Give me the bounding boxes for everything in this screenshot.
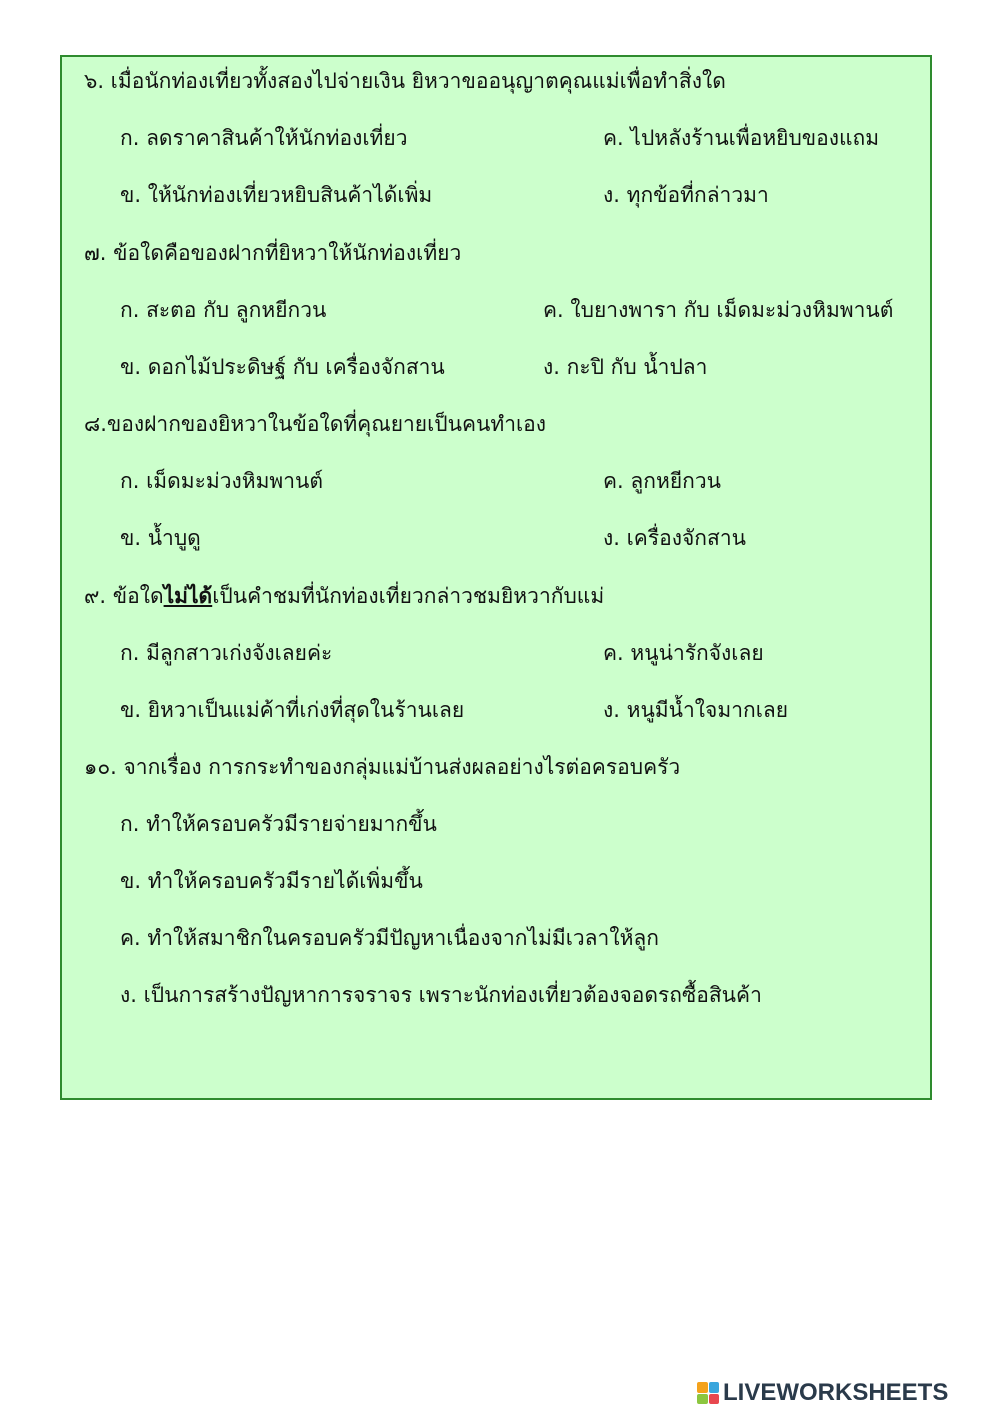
question-9-suffix: เป็นคำชมที่นักท่องเที่ยวกล่าวชมยิหวากับแม่ bbox=[212, 584, 605, 608]
question-9-prefix: ๙. ข้อใด bbox=[84, 584, 164, 608]
question-6-option-d[interactable]: ง. ทุกข้อที่กล่าวมา bbox=[603, 183, 769, 207]
question-7-option-c[interactable]: ค. ใบยางพารา กับ เม็ดมะม่วงหิมพานต์ bbox=[543, 298, 894, 322]
question-9-option-a[interactable]: ก. มีลูกสาวเก่งจังเลยค่ะ bbox=[120, 641, 333, 665]
liveworksheets-brand-text: LIVEWORKSHEETS bbox=[723, 1379, 949, 1406]
question-8-option-d[interactable]: ง. เครื่องจักสาน bbox=[603, 526, 746, 550]
question-8-option-c[interactable]: ค. ลูกหยีกวน bbox=[603, 469, 721, 493]
question-9-emphasis: ไม่ได้ bbox=[163, 584, 213, 608]
question-7-text: ๗. ข้อใดคือของฝากที่ยิหวาให้นักท่องเที่ยว bbox=[84, 241, 462, 265]
question-10-text: ๑๐. จากเรื่อง การกระทำของกลุ่มแม่บ้านส่งผลอย่างไรต่อครอบครัว bbox=[84, 755, 681, 779]
question-6-option-a[interactable]: ก. ลดราคาสินค้าให้นักท่องเที่ยว bbox=[120, 126, 408, 150]
liveworksheets-logo[interactable] bbox=[697, 1378, 948, 1408]
question-10-option-d[interactable]: ง. เป็นการสร้างปัญหาการจราจร เพราะนักท่องเที่ยวต้องจอดรถซื้อสินค้า bbox=[120, 983, 762, 1007]
question-9-option-d[interactable]: ง. หนูมีน้ำใจมากเลย bbox=[603, 698, 789, 722]
question-7-option-d[interactable]: ง. กะปิ กับ น้ำปลา bbox=[543, 355, 708, 379]
question-8-option-a[interactable]: ก. เม็ดมะม่วงหิมพานต์ bbox=[120, 469, 324, 493]
question-9-option-b[interactable]: ข. ยิหวาเป็นแม่ค้าที่เก่งที่สุดในร้านเลย bbox=[120, 698, 465, 722]
question-6-option-c[interactable]: ค. ไปหลังร้านเพื่อหยิบของแถม bbox=[603, 126, 880, 150]
question-7-option-a[interactable]: ก. สะตอ กับ ลูกหยีกวน bbox=[120, 298, 327, 322]
question-10-option-b[interactable]: ข. ทำให้ครอบครัวมีรายได้เพิ่มขึ้น bbox=[120, 869, 423, 893]
question-10-option-a[interactable]: ก. ทำให้ครอบครัวมีรายจ่ายมากขึ้น bbox=[120, 812, 437, 836]
question-9-text bbox=[84, 581, 604, 611]
question-10-option-c[interactable]: ค. ทำให้สมาชิกในครอบครัวมีปัญหาเนื่องจากไม่มีเวลาให้ลูก bbox=[120, 926, 660, 950]
question-6-text: ๖. เมื่อนักท่องเที่ยวทั้งสองไปจ่ายเงิน ยิหวาขออนุญาตคุณแม่เพื่อทำสิ่งใด bbox=[84, 69, 726, 93]
question-9-option-c[interactable]: ค. หนูน่ารักจังเลย bbox=[603, 641, 764, 665]
question-8-text: ๘.ของฝากของยิหวาในข้อใดที่คุณยายเป็นคนทำเอง bbox=[84, 412, 547, 436]
question-7-option-b[interactable]: ข. ดอกไม้ประดิษฐ์ กับ เครื่องจักสาน bbox=[120, 355, 445, 379]
liveworksheets-logo-icon bbox=[697, 1382, 719, 1404]
question-8-option-b[interactable]: ข. น้ำบูดู bbox=[120, 526, 201, 550]
question-6-option-b[interactable]: ข. ให้นักท่องเที่ยวหยิบสินค้าได้เพิ่ม bbox=[120, 183, 433, 207]
